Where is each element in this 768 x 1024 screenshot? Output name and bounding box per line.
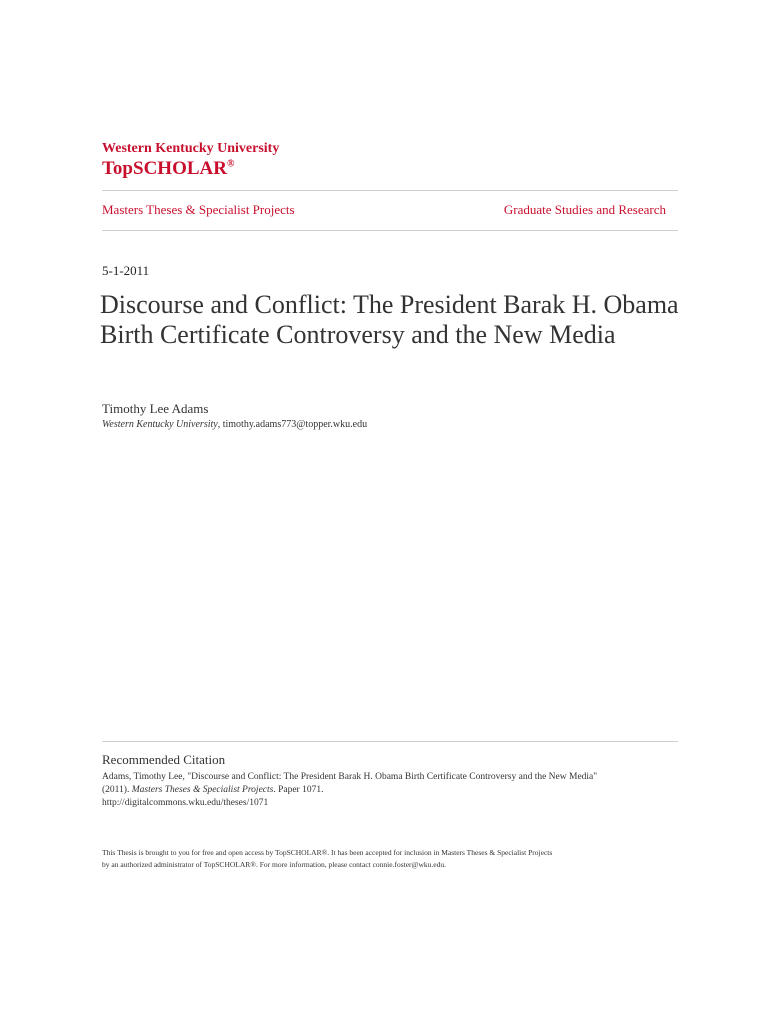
citation-line-2 bbox=[102, 784, 682, 797]
institution-name: Western Kentucky University bbox=[102, 141, 280, 156]
affiliation-name: Western Kentucky University bbox=[102, 419, 218, 430]
citation-series: Masters Theses & Specialist Projects bbox=[131, 785, 274, 795]
citation-year: (2011). bbox=[102, 785, 132, 795]
author-affiliation: Western Kentucky University, timothy.adams773@topper.wku.edu bbox=[102, 419, 368, 430]
divider-citation bbox=[102, 741, 678, 742]
divider-nav bbox=[102, 230, 678, 231]
department-link[interactable]: Graduate Studies and Research bbox=[503, 202, 666, 217]
repository-brand[interactable] bbox=[102, 158, 234, 180]
citation-body bbox=[102, 771, 682, 810]
citation-heading: Recommended Citation bbox=[102, 752, 226, 767]
citation-line-1: Adams, Timothy Lee, "Discourse and Conflict: The President Barak H. Obama Birth Certificate Controversy and the New Media" bbox=[102, 772, 598, 782]
registered-mark: ® bbox=[226, 158, 235, 170]
divider-top bbox=[102, 190, 678, 191]
publication-date: 5-1-2011 bbox=[102, 263, 150, 278]
citation-url-link[interactable]: http://digitalcommons.wku.edu/theses/1071 bbox=[102, 798, 269, 808]
brand-name: TopSCHOLAR bbox=[102, 158, 227, 179]
access-notice bbox=[102, 847, 682, 871]
citation-paper: . Paper 1071. bbox=[273, 785, 324, 795]
notice-line-1: This Thesis is brought to you for free and open access by TopSCHOLAR®. It has been accepted for inclusion in Masters Theses & Specialist Projects bbox=[102, 848, 553, 857]
document-title: Discourse and Conflict: The President Barak H. Obama Birth Certificate Controversy and the New Media bbox=[100, 290, 679, 349]
author-name: Timothy Lee Adams bbox=[102, 401, 209, 416]
collection-link[interactable]: Masters Theses & Specialist Projects bbox=[102, 202, 295, 217]
notice-line-2: by an authorized administrator of TopSCHOLAR®. For more information, please contact connie.foster@wku.edu. bbox=[102, 860, 446, 869]
author-email-link[interactable]: timothy.adams773@topper.wku.edu bbox=[222, 419, 368, 430]
